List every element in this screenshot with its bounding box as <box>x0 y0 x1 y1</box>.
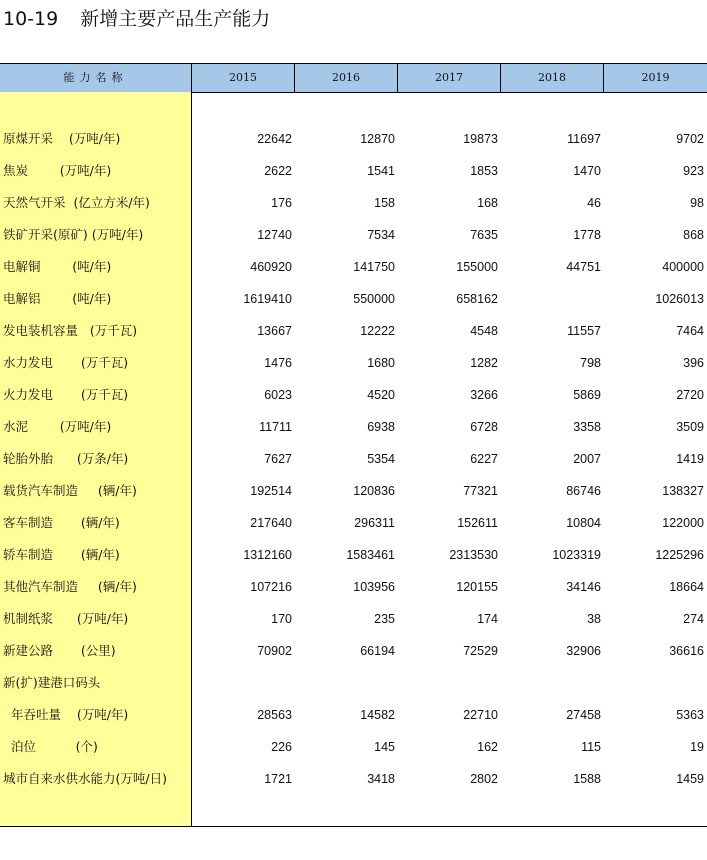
header-divider <box>397 63 398 92</box>
table-row <box>0 667 707 699</box>
cell-2017: 152611 <box>457 516 498 530</box>
cell-2015: 107216 <box>250 580 292 594</box>
row-label: 城市自来水供水能力(万吨/日) <box>3 771 167 786</box>
cell-2019: 400000 <box>662 260 704 274</box>
row-label: 天然气开采 (亿立方米/年) <box>3 195 150 210</box>
cell-2016: 145 <box>374 740 395 754</box>
table-row <box>0 731 707 763</box>
cell-2017: 2313530 <box>449 548 498 562</box>
cell-2018: 1023319 <box>552 548 601 562</box>
cell-2015: 22642 <box>257 132 292 146</box>
cell-2018: 11557 <box>567 324 601 338</box>
cell-2016: 3418 <box>367 772 395 786</box>
cell-2016: 1583461 <box>346 548 395 562</box>
row-label: 发电装机容量 (万千瓦) <box>3 323 138 338</box>
cell-2015: 460920 <box>250 260 292 274</box>
cell-2019: 7464 <box>676 324 704 338</box>
cell-2017: 77321 <box>463 484 498 498</box>
row-label: 焦炭 (万吨/年) <box>3 163 112 178</box>
table-row <box>0 155 707 187</box>
cell-2018: 44751 <box>566 260 601 274</box>
cell-2015: 1312160 <box>243 548 292 562</box>
cell-2019: 274 <box>683 612 704 626</box>
table-row <box>0 571 707 603</box>
cell-2015: 1476 <box>264 356 292 370</box>
table-row <box>0 635 707 667</box>
cell-2017: 2802 <box>470 772 498 786</box>
cell-2018 <box>501 667 601 699</box>
header-divider <box>500 63 501 92</box>
table-row <box>0 219 707 251</box>
cell-2019: 98 <box>690 196 704 210</box>
cell-2019: 396 <box>683 356 704 370</box>
cell-2016: 1680 <box>367 356 395 370</box>
table-row <box>0 347 707 379</box>
cell-2018: 1470 <box>573 164 601 178</box>
row-label: 载货汽车制造 (辆/年) <box>3 483 137 498</box>
table-row <box>0 379 707 411</box>
header-divider <box>294 63 295 92</box>
cell-2019: 3509 <box>676 420 704 434</box>
cell-2016: 296311 <box>354 516 395 530</box>
row-label: 铁矿开采(原矿) (万吨/年) <box>3 227 144 242</box>
cell-2019: 1419 <box>676 452 704 466</box>
cell-2017: 72529 <box>463 644 498 658</box>
table-row <box>0 763 707 795</box>
table-row <box>0 187 707 219</box>
cell-2018: 27458 <box>566 708 601 722</box>
cell-2016: 158 <box>374 196 395 210</box>
cell-2018: 38 <box>587 612 601 626</box>
page-title <box>3 4 270 31</box>
row-label: 泊位 (个) <box>3 739 98 754</box>
cell-2016: 14582 <box>360 708 395 722</box>
cell-2015: 192514 <box>250 484 292 498</box>
cell-2015: 176 <box>271 196 292 210</box>
cell-2017: 1282 <box>470 356 498 370</box>
cell-2016: 12222 <box>360 324 395 338</box>
cell-2015: 11711 <box>259 420 292 434</box>
header-year-2019: 2019 <box>641 71 670 84</box>
cell-2018: 1588 <box>573 772 601 786</box>
cell-2019: 138327 <box>662 484 704 498</box>
cell-2016: 1541 <box>367 164 395 178</box>
cell-2019 <box>604 667 704 699</box>
cell-2019: 36616 <box>669 644 704 658</box>
table-row <box>0 283 707 315</box>
cell-2018: 115 <box>581 740 601 754</box>
cell-2016: 5354 <box>367 452 395 466</box>
cell-2016: 550000 <box>353 292 395 306</box>
cell-2015: 70902 <box>257 644 292 658</box>
cell-2016: 6938 <box>367 420 395 434</box>
cell-2015: 1721 <box>264 772 292 786</box>
table-row <box>0 699 707 731</box>
header-year-2015: 2015 <box>229 71 257 84</box>
table-row <box>0 443 707 475</box>
cell-2018: 32906 <box>566 644 601 658</box>
table-title: 新增主要产品生产能力 <box>80 8 271 30</box>
row-label: 电解铝 (吨/年) <box>3 291 112 306</box>
cell-2015: 28563 <box>257 708 292 722</box>
cell-2015: 12740 <box>257 228 292 242</box>
row-label: 电解铜 (吨/年) <box>3 259 112 274</box>
table-row <box>0 315 707 347</box>
cell-2017: 6728 <box>470 420 498 434</box>
row-label: 轿车制造 (辆/年) <box>3 547 120 562</box>
cell-2016: 103956 <box>353 580 395 594</box>
row-label: 水力发电 (万千瓦) <box>3 355 129 370</box>
cell-2019: 5363 <box>676 708 704 722</box>
cell-2019: 923 <box>683 164 704 178</box>
row-label: 水泥 (万吨/年) <box>3 419 112 434</box>
row-label: 轮胎外胎 (万条/年) <box>3 451 129 466</box>
table-row <box>0 603 707 635</box>
cell-2016: 4520 <box>367 388 395 402</box>
row-label: 火力发电 (万千瓦) <box>3 387 129 402</box>
table-row <box>0 475 707 507</box>
cell-2017 <box>398 667 498 699</box>
cell-2018: 3358 <box>573 420 601 434</box>
table-header <box>0 63 707 93</box>
cell-2017: 658162 <box>456 292 498 306</box>
cell-2018: 1778 <box>573 228 601 242</box>
cell-2016: 7534 <box>367 228 395 242</box>
cell-2019: 868 <box>683 228 704 242</box>
row-label: 其他汽车制造 (辆/年) <box>3 579 137 594</box>
cell-2019: 2720 <box>676 388 704 402</box>
cell-2017: 174 <box>477 612 498 626</box>
header-year-2018: 2018 <box>538 71 566 84</box>
table-row <box>0 411 707 443</box>
cell-2016: 235 <box>374 612 395 626</box>
table-number: 10-19 <box>3 8 59 30</box>
header-divider <box>191 63 192 92</box>
cell-2018: 10804 <box>566 516 601 530</box>
header-divider <box>603 63 604 92</box>
cell-2015: 217640 <box>250 516 292 530</box>
cell-2019: 122000 <box>662 516 704 530</box>
cell-2015: 13667 <box>257 324 292 338</box>
cell-2019: 19 <box>690 740 704 754</box>
row-label: 原煤开采 (万吨/年) <box>3 131 121 146</box>
table-row <box>0 251 707 283</box>
cell-2017: 162 <box>477 740 498 754</box>
cell-2018: 2007 <box>573 452 601 466</box>
header-year-2017: 2017 <box>435 71 463 84</box>
cell-2017: 22710 <box>463 708 498 722</box>
cell-2016: 120836 <box>353 484 395 498</box>
cell-2017: 155000 <box>456 260 498 274</box>
cell-2019: 18664 <box>669 580 704 594</box>
cell-2017: 6227 <box>470 452 498 466</box>
cell-2015: 1619410 <box>243 292 292 306</box>
cell-2015: 170 <box>271 612 292 626</box>
cell-2018: 34146 <box>566 580 601 594</box>
cell-2018: 46 <box>587 196 601 210</box>
cell-2017: 4548 <box>470 324 498 338</box>
cell-2015: 2622 <box>264 164 292 178</box>
cell-2017: 1853 <box>470 164 498 178</box>
cell-2016: 12870 <box>360 132 395 146</box>
table-row <box>0 123 707 155</box>
cell-2017: 7635 <box>470 228 498 242</box>
cell-2015 <box>192 667 292 699</box>
header-year-2016: 2016 <box>332 71 360 84</box>
row-label: 机制纸浆 (万吨/年) <box>3 611 129 626</box>
cell-2016: 141750 <box>353 260 395 274</box>
cell-2018: 798 <box>580 356 601 370</box>
row-label: 客车制造 (辆/年) <box>3 515 120 530</box>
cell-2019: 9702 <box>676 132 704 146</box>
cell-2015: 226 <box>271 740 292 754</box>
cell-2017: 3266 <box>470 388 498 402</box>
cell-2017: 168 <box>477 196 498 210</box>
header-name-column: 能力名称 <box>63 71 128 84</box>
row-label: 新(扩)建港口码头 <box>3 675 101 690</box>
cell-2018: 11697 <box>567 132 601 146</box>
cell-2018: 86746 <box>566 484 601 498</box>
cell-2018: 5869 <box>573 388 601 402</box>
cell-2017: 19873 <box>463 132 498 146</box>
table-bottom-rule <box>0 826 707 827</box>
cell-2015: 6023 <box>264 388 292 402</box>
cell-2018 <box>501 283 601 315</box>
cell-2019: 1459 <box>676 772 704 786</box>
cell-2016 <box>295 667 395 699</box>
row-label: 年吞吐量 (万吨/年) <box>3 707 129 722</box>
table-row <box>0 507 707 539</box>
cell-2019: 1225296 <box>655 548 704 562</box>
row-label: 新建公路 (公里) <box>3 643 116 658</box>
cell-2017: 120155 <box>456 580 498 594</box>
cell-2016: 66194 <box>360 644 395 658</box>
cell-2019: 1026013 <box>655 292 704 306</box>
cell-2015: 7627 <box>264 452 292 466</box>
table-row <box>0 539 707 571</box>
